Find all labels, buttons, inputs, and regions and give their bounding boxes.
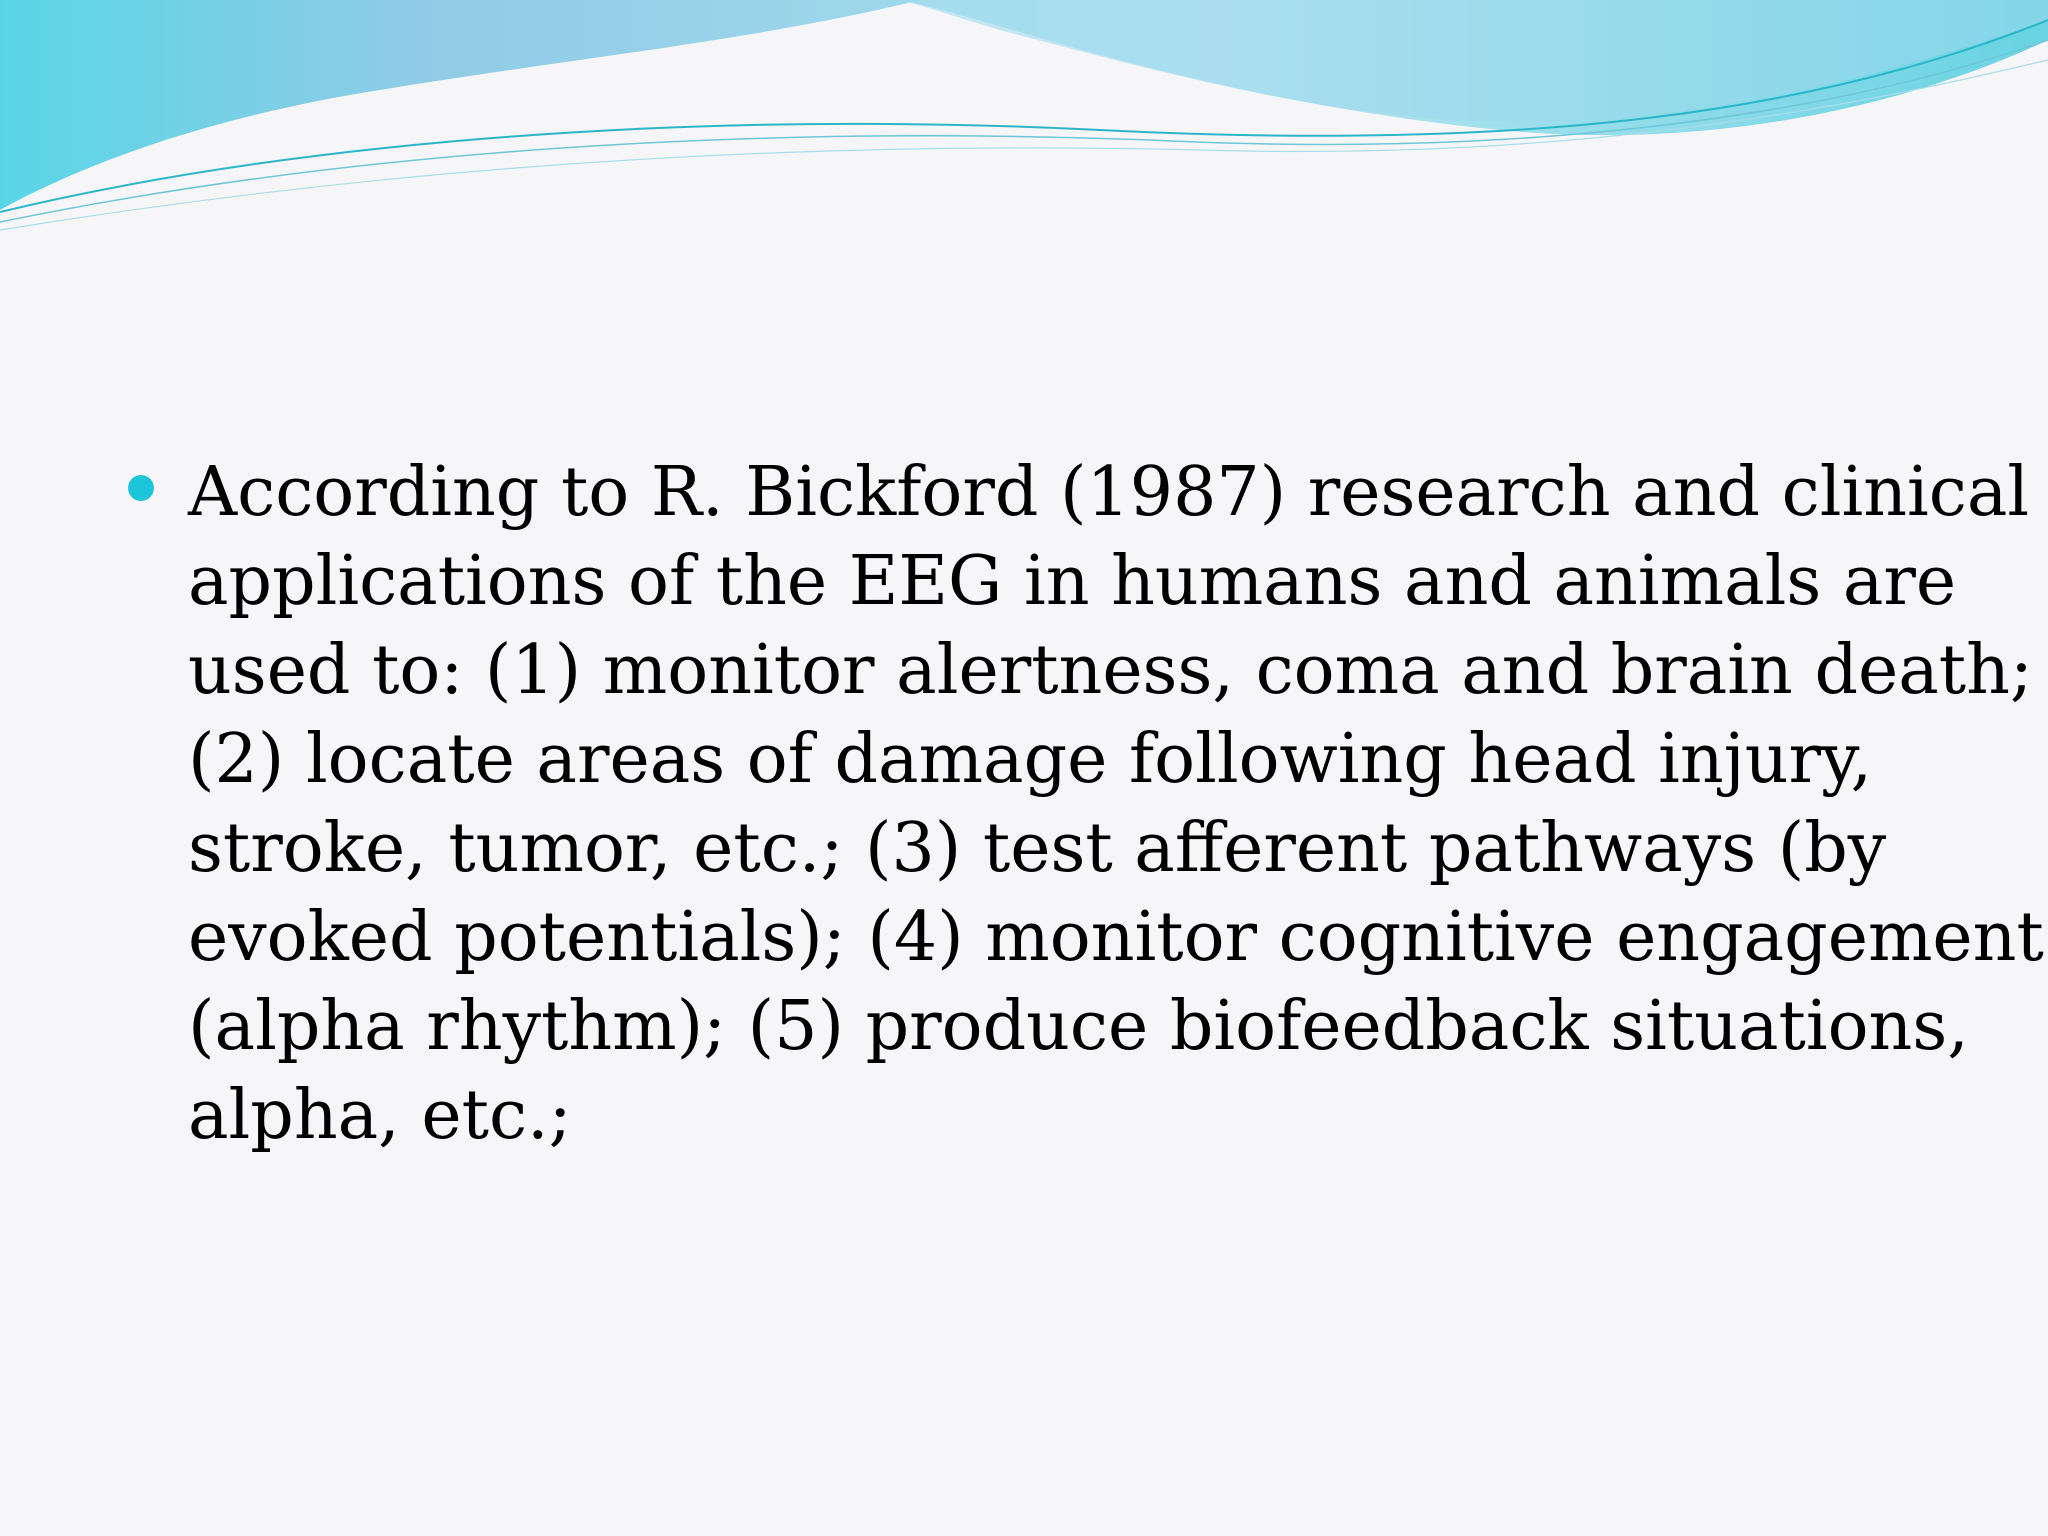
content-area (128, 448, 2044, 1160)
bullet-text-line: (2) locate areas of damage following head injury, (188, 720, 1873, 799)
bullet-text-line: used to: (1) monitor alertness, coma and brain death; (188, 631, 2033, 710)
bullet-text-line: alpha, etc.; (188, 1076, 572, 1155)
bullet-dot-icon (128, 475, 154, 501)
bullet-text-line: applications of the EEG in humans and animals are (188, 542, 1957, 621)
bullet-text-line: evoked potentials); (4) monitor cognitive engagement (188, 898, 2044, 977)
bullet-item (128, 448, 2044, 1160)
bullet-text-line: According to R. Bickford (1987) research and clinical (188, 453, 2030, 532)
bullet-text (188, 448, 2044, 1160)
bullet-text-line: stroke, tumor, etc.; (3) test afferent pathways (by (188, 809, 1887, 888)
bullet-text-line: (alpha rhythm); (5) produce biofeedback situations, (188, 987, 1969, 1066)
header-wave-decoration (0, 0, 2048, 240)
